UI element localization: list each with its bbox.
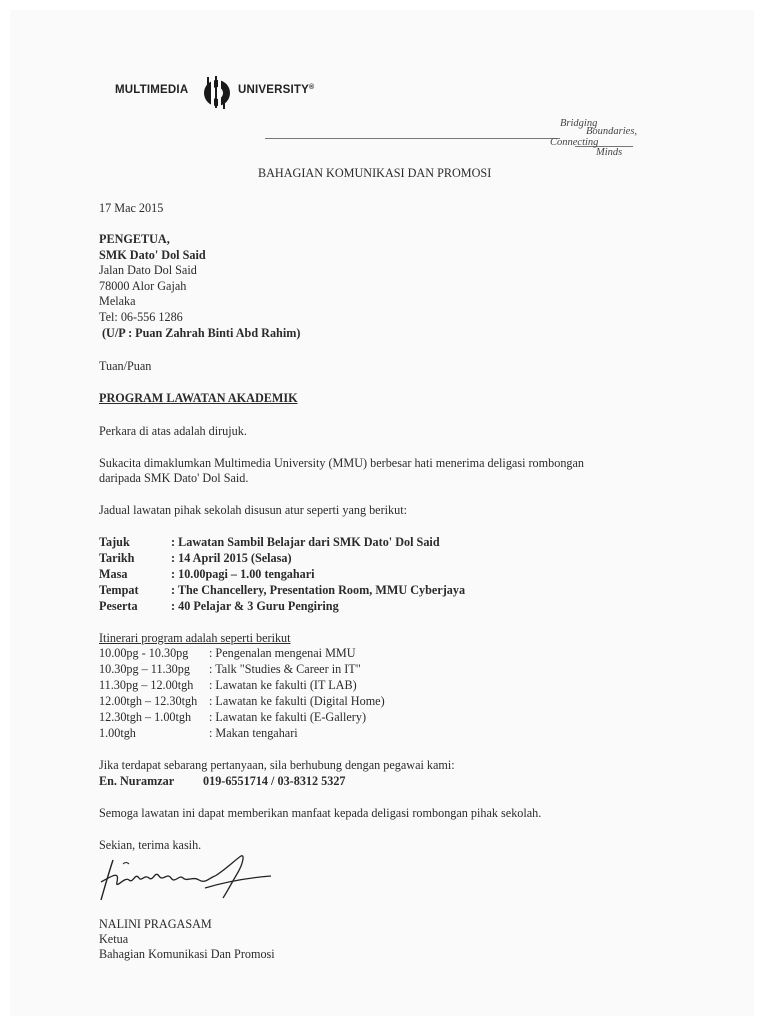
contact-phone: 019-6551714 / 03-8312 5327: [203, 774, 346, 788]
salutation: Tuan/Puan: [99, 359, 152, 373]
closing-remark: Sekian, terima kasih.: [99, 838, 202, 852]
tagline-line-2: Boundaries,: [586, 126, 638, 137]
paragraph-intro-line-1: Sukacita dimaklumkan Multimedia University (MMU) berbesar hati menerima deligasi rombongan: [99, 456, 585, 470]
signatory-position: Ketua: [99, 932, 129, 946]
header-rule: [265, 138, 560, 139]
detail-value: : 14 April 2015 (Selasa): [171, 551, 292, 565]
tagline-line-3: Connecting: [550, 137, 599, 148]
contact-name: En. Nuramzar: [99, 774, 175, 788]
itinerary-heading: Itinerari program adalah seperti berikut: [99, 631, 291, 645]
detail-label: Tarikh: [99, 551, 135, 565]
closing-paragraph: Semoga lawatan ini dapat memberikan manfaat kepada deligasi rombongan pihak sekolah.: [99, 806, 542, 820]
itinerary-activity: : Talk "Studies & Career in IT": [209, 662, 361, 676]
tagline-line-4: Minds: [596, 147, 623, 158]
recipient-title: PENGETUA,: [99, 232, 170, 246]
letter-subject: PROGRAM LAWATAN AKADEMIK: [99, 391, 298, 405]
department-heading: BAHAGIAN KOMUNIKASI DAN PROMOSI: [258, 166, 492, 180]
paragraph-reference: Perkara di atas adalah dirujuk.: [99, 424, 247, 438]
tagline-line-1: Bridging: [560, 118, 598, 129]
detail-value: : Lawatan Sambil Belajar dari SMK Dato' Dol Said: [171, 535, 440, 549]
itinerary-activity: : Lawatan ke fakulti (IT LAB): [209, 678, 357, 692]
detail-label: Peserta: [99, 599, 138, 613]
itinerary-time: 10.30pg – 11.30pg: [99, 662, 190, 676]
itinerary-time: 12.30tgh – 1.00tgh: [99, 710, 192, 724]
mmu-logo-icon: [197, 72, 237, 112]
logo-text-right: UNIVERSITY®: [238, 84, 315, 96]
contact-intro: Jika terdapat sebarang pertanyaan, sila berhubung dengan pegawai kami:: [99, 758, 455, 772]
detail-value: : 40 Pelajar & 3 Guru Pengiring: [171, 599, 339, 613]
paragraph-schedule-intro: Jadual lawatan pihak sekolah disusun atur seperti yang berikut:: [99, 503, 407, 517]
itinerary-activity: : Lawatan ke fakulti (Digital Home): [209, 694, 385, 708]
itinerary-time: 12.00tgh – 12.30tgh: [99, 694, 198, 708]
logo-text-left: MULTIMEDIA: [115, 84, 189, 96]
signatory-name: NALINI PRAGASAM: [99, 917, 212, 931]
detail-label: Tempat: [99, 583, 139, 597]
paragraph-intro-line-2: daripada SMK Dato' Dol Said.: [99, 471, 249, 485]
recipient-address-line: Jalan Dato Dol Said: [99, 263, 197, 277]
itinerary-activity: : Makan tengahari: [209, 726, 298, 740]
recipient-phone: Tel: 06-556 1286: [99, 310, 183, 324]
itinerary-activity: : Lawatan ke fakulti (E-Gallery): [209, 710, 367, 724]
itinerary-time: 10.00pg - 10.30pg: [99, 646, 189, 660]
signature-image: [95, 852, 275, 908]
detail-label: Masa: [99, 567, 128, 581]
recipient-school: SMK Dato' Dol Said: [99, 248, 206, 262]
recipient-address-line: Melaka: [99, 294, 136, 308]
detail-label: Tajuk: [99, 535, 130, 549]
itinerary-activity: : Pengenalan mengenai MMU: [209, 646, 356, 660]
recipient-attention: (U/P : Puan Zahrah Binti Abd Rahim): [102, 326, 301, 340]
itinerary-time: 1.00tgh: [99, 726, 136, 740]
detail-value: : The Chancellery, Presentation Room, MMU Cyberjaya: [171, 583, 466, 597]
signatory-department: Bahagian Komunikasi Dan Promosi: [99, 947, 275, 961]
recipient-address-line: 78000 Alor Gajah: [99, 279, 187, 293]
letter-date: 17 Mac 2015: [99, 201, 164, 215]
itinerary-time: 11.30pg – 12.00tgh: [99, 678, 194, 692]
detail-value: : 10.00pagi – 1.00 tengahari: [171, 567, 315, 581]
